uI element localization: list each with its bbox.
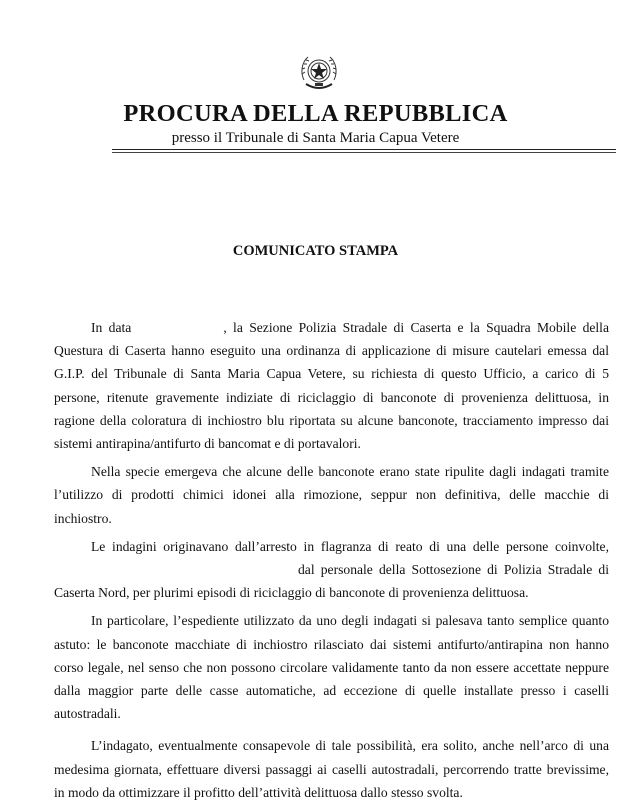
body-line: autostradali. [54, 706, 121, 722]
body-line: L’indagato, eventualmente consapevole di tale possibilità, era solito, anche nell’arco di una [91, 738, 609, 754]
header-rule [112, 149, 616, 150]
document-body [54, 316, 609, 804]
body-line: ragione della coloratura di inchiostro blu riportata su alcune banconote, tracciamento impresso dai [54, 412, 609, 428]
body-line: Caserta Nord, per plurimi episodi di riciclaggio di banconote di provenienza delittuosa. [54, 585, 529, 601]
body-line: corso legale, nel senso che non possono circolare validamente tanto da non essere accettate neppure [54, 659, 609, 675]
body-line: In particolare, l’espediente utilizzato da uno degli indagati si palesava tanto semplice quanto [91, 613, 609, 629]
body-line: dalla maggior parte delle casse automatiche, ad eccezione di quelle installate presso i caselli [54, 683, 609, 699]
italian-republic-emblem-icon [296, 50, 342, 96]
document-heading: COMUNICATO STAMPA [232, 243, 399, 259]
body-line: medesima giornata, effettuare diversi passaggi ai caselli autostradali, percorrendo tratte brevissime, [54, 761, 609, 777]
body-line: astuto: le banconote macchiate di inchiostro rilasciato dai sistemi antifurto/antirapina non hanno [54, 636, 609, 652]
office-title: PROCURA DELLA REPUBBLICA [123, 100, 508, 127]
body-line: Le indagini originavano dall’arresto in flagranza di reato di una delle persone coinvolte, [91, 538, 609, 554]
body-line: Nella specie emergeva che alcune delle banconote erano state ripulite dagli indagati tramite [91, 464, 609, 480]
body-line: sistemi antirapina/antifurto di bancomat e di portavalori. [54, 436, 361, 452]
body-line: l’utilizzo di prodotti chimici idonei alla rimozione, seppur non definitiva, delle macchie di [54, 487, 609, 503]
body-line: G.I.P. del Tribunale di Santa Maria Capua Vetere, su richiesta di questo Ufficio, a carico di 5 [54, 366, 609, 382]
body-line: persone, ritenute gravemente indiziate di riciclaggio di banconote di provenienza delittuosa, in [54, 389, 609, 405]
body-line: In data , la Sezione Polizia Stradale di Caserta e la Squadra Mobile della [91, 320, 609, 335]
body-line: in modo da ottimizzare il profitto dell’attività delittuosa dallo stesso svolta. [54, 784, 463, 800]
office-subtitle: presso il Tribunale di Santa Maria Capua Vetere [171, 130, 460, 146]
body-line: dal personale della Sottosezione di Polizia Stradale di [298, 562, 609, 578]
body-line: inchiostro. [54, 510, 112, 526]
body-line: Questura di Caserta hanno eseguito una ordinanza di applicazione di misure cautelari emessa dal [54, 343, 609, 359]
header-rule-thin [112, 152, 616, 153]
